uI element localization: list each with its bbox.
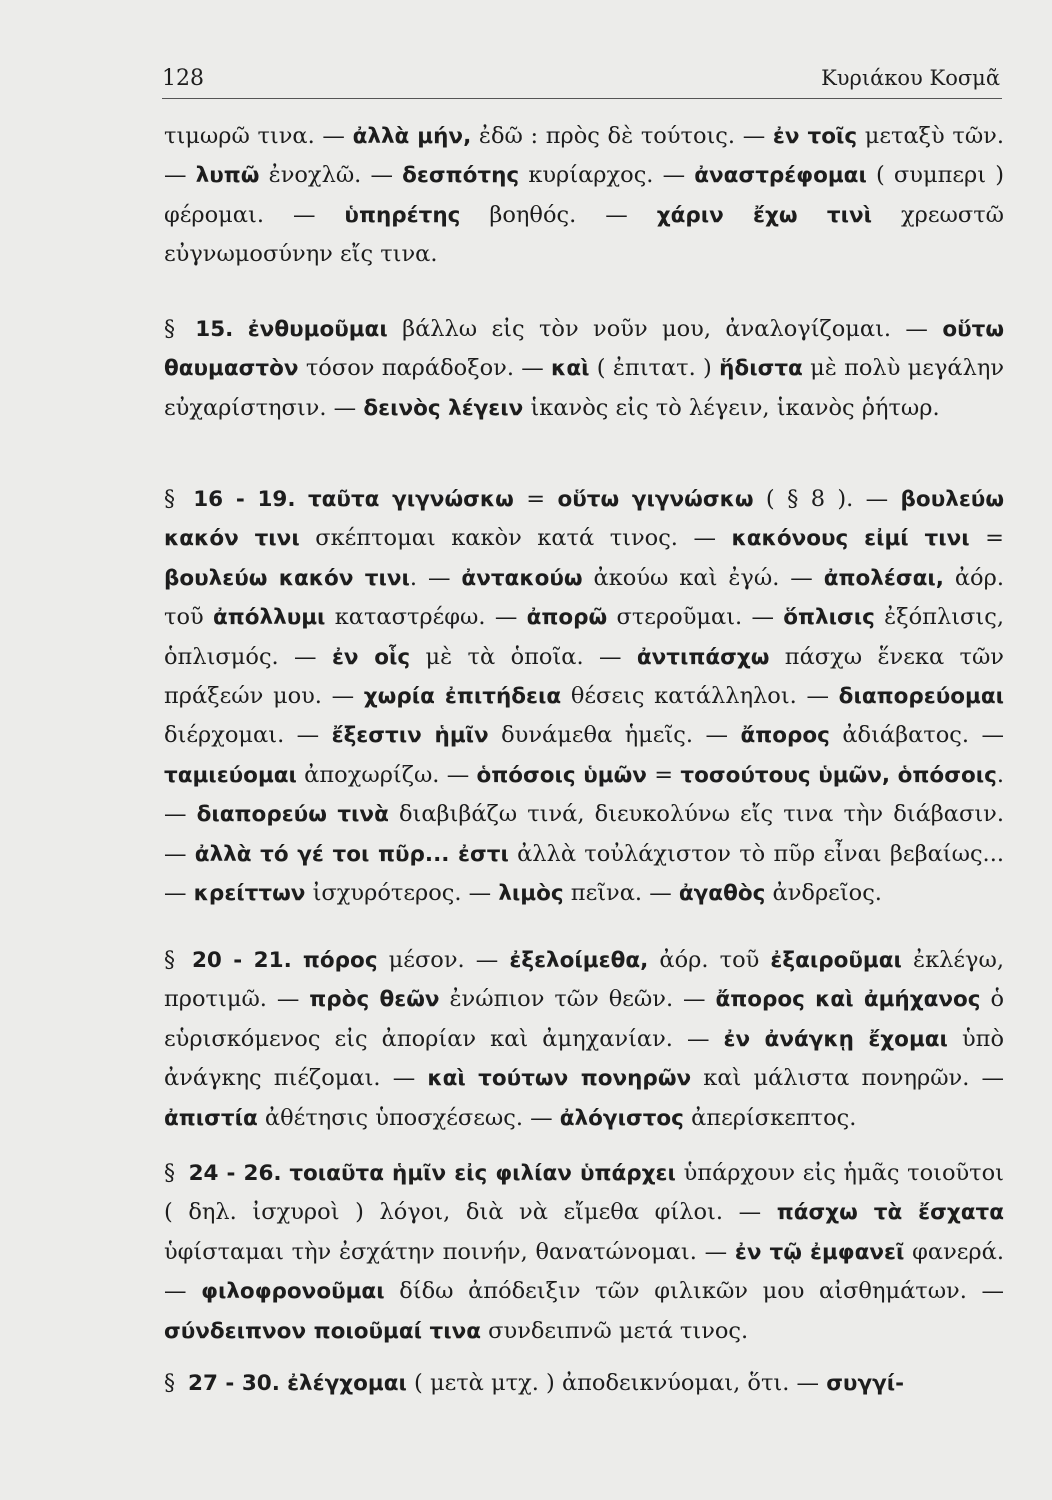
headword: λυπῶ xyxy=(195,163,260,189)
headword: ἀντιπάσχω xyxy=(636,644,770,670)
headword: ἀλλὰ τό γέ τοι πῦρ... ἐστι xyxy=(194,841,509,867)
headword: 27 - 30. xyxy=(188,1371,280,1396)
gloss-text: συνδειπνῶ μετά τινος. xyxy=(481,1317,749,1344)
gloss-text: . — xyxy=(409,564,462,591)
headword: πάσχω τὰ ἔσχατα xyxy=(776,1200,1004,1226)
gloss-text: ἐνώπιον τῶν θεῶν. — xyxy=(439,986,716,1013)
headword: ἔξεστιν ἡμῖν xyxy=(331,723,489,749)
gloss-text: . — xyxy=(164,761,1005,828)
headword: σύνδειπνον ποιοῦμαί τινα xyxy=(164,1318,481,1344)
section-symbol: § xyxy=(164,1161,183,1186)
headword: ἐλέγχομαι xyxy=(287,1371,407,1396)
gloss-text xyxy=(233,316,247,342)
headword: 24 - 26. xyxy=(188,1161,282,1186)
headword: καὶ τούτων πονηρῶν xyxy=(427,1066,692,1092)
headword: κρείττων xyxy=(193,881,306,907)
gloss-text: ἰσχυρότερος. — xyxy=(305,880,499,907)
gloss-text xyxy=(280,1370,287,1396)
headword: ἀπόλλυμι xyxy=(212,605,326,631)
headword: ἀπιστία xyxy=(164,1105,258,1131)
gloss-text xyxy=(292,947,303,973)
headword: ἀναστρέφομαι xyxy=(694,163,867,189)
headword: λιμὸς xyxy=(498,881,564,907)
headword: βουλεύω κακόν τινι xyxy=(164,487,1005,552)
headword: ἐν τοῖς xyxy=(772,124,858,149)
gloss-text: ἀκούω καὶ ἐγώ. — xyxy=(582,564,824,591)
headword: ἄπορος καὶ ἀμήχανος xyxy=(715,987,981,1013)
gloss-text: δίδω ἀπόδειξιν τῶν φιλικῶν μου αἰσθημάτων. — xyxy=(384,1278,1005,1305)
headword: διαπορεύομαι xyxy=(838,684,1004,710)
gloss-text: ἐξόπλισις, ὁπλισμός. — xyxy=(164,604,1004,670)
paragraph xyxy=(164,480,1004,913)
headword: οὕτω γιγνώσκω xyxy=(557,487,754,512)
headword: ἐνθυμοῦμαι xyxy=(247,317,388,342)
headword: 20 - 21. xyxy=(191,948,292,973)
paragraph xyxy=(164,310,1004,428)
gloss-text: τόσον παράδοξον. — xyxy=(298,355,552,382)
headword: δεσπότης xyxy=(402,163,520,189)
headword: πόρος xyxy=(302,948,378,973)
headword: ἀλλὰ μήν, xyxy=(352,124,472,149)
gloss-text: ἐνοχλῶ. — xyxy=(259,162,403,189)
gloss-text: μεταξὺ τῶν. — xyxy=(164,123,1005,189)
paragraph xyxy=(164,941,1004,1138)
running-head: Κυριάκου Κοσμᾶ xyxy=(821,66,1000,90)
gloss-text: ( ἐπιτατ. ) xyxy=(589,355,720,382)
section-symbol: § xyxy=(164,487,188,512)
headword: δεινὸς λέγειν xyxy=(363,395,524,421)
gloss-text: ἱκανὸς εἰς τὸ λέγειν, ἱκανὸς ῥήτωρ. xyxy=(523,394,940,421)
paragraph xyxy=(164,117,1004,274)
headword: χάριν ἔχω τινὶ xyxy=(656,202,873,228)
gloss-text: καταστρέφω. — xyxy=(325,604,527,631)
gloss-text: δυνάμεθα ἡμεῖς. — xyxy=(488,722,741,749)
headword: πρὸς θεῶν xyxy=(309,987,440,1013)
headword: τοιαῦτα ἡμῖν εἰς φιλίαν ὑπάρχει xyxy=(289,1161,676,1186)
headword: βουλεύω κακόν τινι xyxy=(164,565,410,591)
gloss-text: στεροῦμαι. — xyxy=(607,604,784,631)
headword: ἐν ἀνάγκῃ ἔχομαι xyxy=(723,1026,948,1052)
gloss-text: φανερά. — xyxy=(164,1238,1004,1305)
section-symbol: § xyxy=(164,317,190,342)
headword: ἐξαιροῦμαι xyxy=(770,948,902,973)
headword: ἀπολέσαι, xyxy=(823,565,944,591)
headword: ἀπορῶ xyxy=(526,605,608,631)
gloss-text: χρεωστῶ εὐγνωμοσύνην εἴς τινα. xyxy=(164,201,1005,268)
gloss-text: ἀπερίσκεπτος. xyxy=(683,1104,857,1131)
gloss-text: ( § 8 ). — xyxy=(753,486,901,512)
headword: ταῦτα γιγνώσκω xyxy=(307,487,514,512)
gloss-text: = xyxy=(513,486,558,512)
section-symbol: § xyxy=(164,948,186,973)
gloss-text: ἀδιάβατος. — xyxy=(829,722,1005,749)
headword: φιλοφρονοῦμαι xyxy=(201,1279,385,1305)
headword: τοσούτους ὑμῶν, ὁπόσοις xyxy=(680,762,997,788)
gloss-text: κυρίαρχος. — xyxy=(519,162,695,189)
gloss-text: = xyxy=(646,761,681,788)
gloss-text: ἀθέτησις ὑποσχέσεως. — xyxy=(257,1104,560,1131)
gloss-text: ὑπὸ ἀνάγκης πιέζομαι. — xyxy=(164,1025,1004,1092)
gloss-text: ἀποχωρίζω. — xyxy=(296,761,477,788)
gloss-text: ὑπάρχουν εἰς ἡμᾶς τοιοῦτοι ( δηλ. ἰσχυροὶ ) λόγοι, διὰ νὰ εἴμεθα φίλοι. — xyxy=(164,1160,1005,1226)
headword: ἀλόγιστος xyxy=(559,1105,684,1131)
headword: καὶ xyxy=(551,356,590,382)
gloss-text: βάλλω εἰς τὸν νοῦν μου, ἀναλογίζομαι. — xyxy=(387,316,943,342)
paragraph xyxy=(164,1364,1004,1403)
headword: 15. xyxy=(195,317,234,342)
headword: ἐν τῷ ἐμφανεῖ xyxy=(734,1239,905,1265)
gloss-text: ἀλλὰ τοὐλάχιστον τὸ πῦρ εἶναι βεβαίως... — xyxy=(164,840,1004,907)
gloss-text: ὁ εὑρισκόμενος εἰς ἀπορίαν καὶ ἀμηχανίαν. — xyxy=(164,986,1005,1052)
headword: ἀντακούω xyxy=(461,565,583,591)
headword: ἐν οἷς xyxy=(331,644,411,670)
gloss-text: πεῖνα. — xyxy=(563,880,679,907)
gloss-text: ἀνδρεῖος. xyxy=(765,880,882,907)
gloss-text: μὲ τὰ ὁποῖα. — xyxy=(410,643,637,670)
paragraph xyxy=(164,1154,1004,1351)
headword: οὕτω θαυμαστὸν xyxy=(164,317,1005,382)
gloss-text: βοηθός. — xyxy=(460,201,657,228)
headword: διαπορεύω τινὰ xyxy=(196,802,389,828)
page-header xyxy=(162,62,1002,99)
headword: κακόνους εἰμί τινι xyxy=(731,526,970,552)
gloss-text: θέσεις κατάλληλοι. — xyxy=(561,683,839,710)
headword: ταμιεύομαι xyxy=(164,762,297,788)
headword: ὅπλισις xyxy=(783,605,875,631)
headword: ὁπόσοις ὑμῶν xyxy=(476,762,647,788)
headword: ἀγαθὸς xyxy=(678,881,766,907)
headword: 16 - 19. xyxy=(193,487,296,512)
gloss-text: πάσχω ἕνεκα τῶν πράξεών μου. — xyxy=(164,643,1004,710)
gloss-text: ὑφίσταμαι τὴν ἐσχάτην ποινήν, θανατώνομαι. — xyxy=(164,1238,735,1265)
gloss-text: ( συμπερι ) φέρομαι. — xyxy=(164,162,1004,228)
gloss-text: ἐδῶ : πρὸς δὲ τούτοις. — xyxy=(471,123,773,149)
headword: ἐξελοίμεθα, xyxy=(509,948,649,973)
gloss-text: ἀόρ. τοῦ xyxy=(648,947,771,973)
gloss-text: ἀόρ. τοῦ xyxy=(164,564,1004,631)
gloss-text: καὶ μάλιστα πονηρῶν. — xyxy=(691,1065,1005,1092)
gloss-text: τιμωρῶ τινα. — xyxy=(164,123,353,149)
headword: χωρία ἐπιτήδεια xyxy=(363,684,562,710)
gloss-text: ( μετὰ μτχ. ) ἀποδεικνύομαι, ὅτι. — xyxy=(406,1370,827,1396)
gloss-text: = xyxy=(969,525,1005,552)
gloss-text: ἐκλέγω, προτιμῶ. — xyxy=(164,947,1004,1013)
page-number: 128 xyxy=(162,66,204,91)
gloss-text: διαβιβάζω τινά, διευκολύνω εἴς τινα τὴν διάβασιν. — xyxy=(164,801,1004,867)
gloss-text: μέσον. — xyxy=(377,947,510,973)
headword: ἄπορος xyxy=(740,723,830,749)
headword: ὑπηρέτης xyxy=(344,202,461,228)
gloss-text: διέρχομαι. — xyxy=(164,722,332,749)
gloss-text xyxy=(296,486,308,512)
headword: συγγί- xyxy=(826,1371,905,1396)
section-symbol: § xyxy=(164,1371,182,1396)
gloss-text: μὲ πολὺ μεγάλην εὐχαρίστησιν. — xyxy=(164,355,1005,421)
headword: ἥδιστα xyxy=(719,356,803,382)
gloss-text: σκέπτομαι κακὸν κατά τινος. — xyxy=(299,525,732,552)
